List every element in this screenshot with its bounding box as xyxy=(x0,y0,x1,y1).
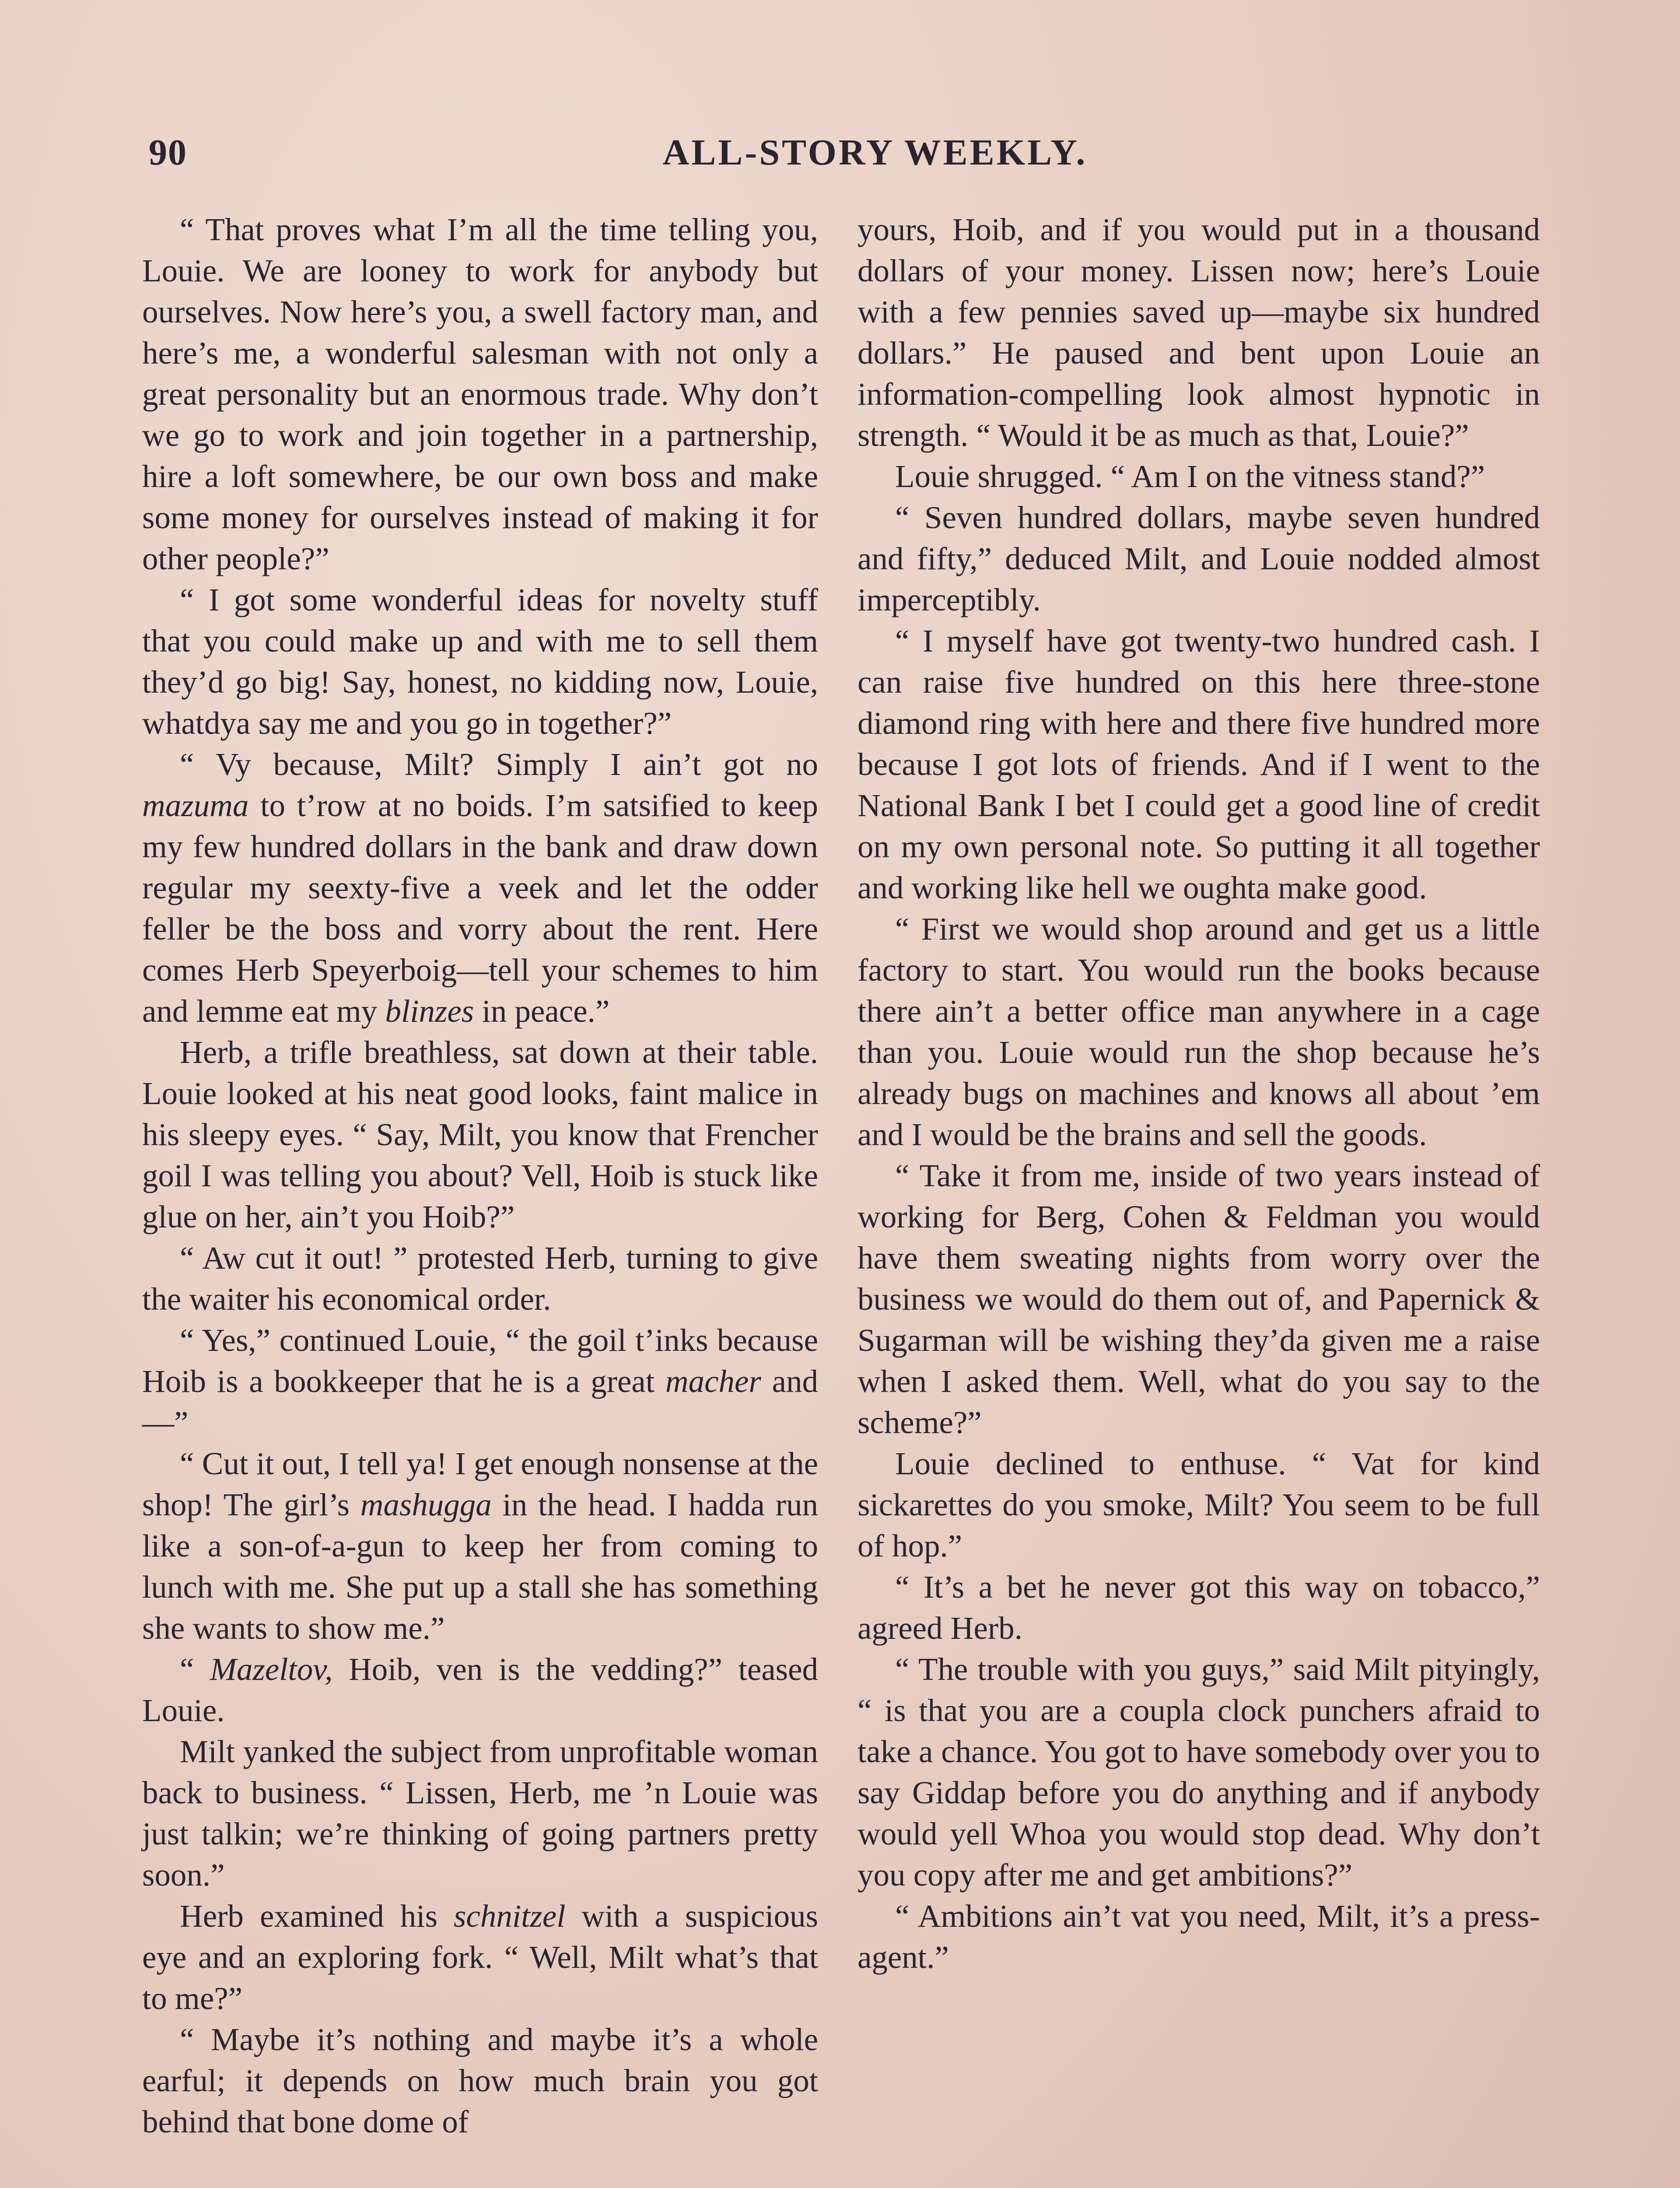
paragraph-text: “ Take it from me, inside of two years instead of working for Berg, Cohen & Feldman you would have them sweating nights from worry over the business we would do them out of, and Papernick & Sugarman will be wishing they’da given me a raise when I asked them. Well, what do you say to the scheme?” xyxy=(858,1158,1540,1440)
italic-term: mazuma xyxy=(142,788,249,823)
right-column xyxy=(858,209,1540,1978)
right-column-paragraph xyxy=(858,621,1540,908)
left-column-paragraph xyxy=(142,1896,818,2019)
paragraph-text: “ Vy because, Milt? Simply I ain’t got no xyxy=(180,747,818,782)
right-column-paragraph xyxy=(858,1155,1540,1443)
paragraph-text: “ It’s a bet he never got this way on tobacco,” agreed Herb. xyxy=(858,1569,1540,1646)
italic-term: schnitzel xyxy=(454,1898,566,1934)
paragraph-text: “ The trouble with you guys,” said Milt pityingly, “ is that you are a coupla clock punchers afraid to take a chance. You got to have somebody over you to say Giddap before you do anything and if anybody would yell Whoa you would stop dead. Why don’t you copy after me and get ambitions?” xyxy=(858,1652,1540,1893)
paragraph-text: with a suspicious eye and an exploring fork. “ Well, Milt what’s that to me?” xyxy=(142,1898,819,2016)
paragraph-text: Herb, a trifle breathless, sat down at their table. Louie looked at his neat good looks, faint malice in his sleepy eyes. “ Say, Milt, you know that Frencher goil I was telling you about? Vell, Hoib is stuck like glue on her, ain’t you Hoib?” xyxy=(142,1034,818,1234)
paragraph-text: in peace.” xyxy=(474,993,610,1029)
left-column-paragraph xyxy=(142,1238,818,1320)
right-column-paragraph xyxy=(858,209,1540,456)
left-column-paragraph xyxy=(142,1649,818,1731)
running-head: ALL-STORY WEEKLY. xyxy=(662,132,1088,173)
paragraph-text: “ That proves what I’m all the time telling you, Louie. We are looney to work for anybody but ourselves. Now here’s you, a swell factory man, and here’s me, a wonderful salesman with not only a great personality but an enormous trade. Why don’t we go to work and join together in a partnership, hire a loft somewhere, be our own boss and make some money for ourselves instead of making it for other people?” xyxy=(142,212,818,576)
italic-term: Mazeltov, xyxy=(210,1652,333,1687)
right-column-paragraph xyxy=(858,908,1540,1155)
right-column-paragraph xyxy=(858,497,1540,621)
left-column-paragraph xyxy=(142,579,818,744)
paragraph-text: Milt yanked the subject from unprofitable woman back to business. “ Lissen, Herb, me ’n Louie was just talkin; we’re thinking of going partners pretty soon.” xyxy=(142,1734,818,1893)
right-column-paragraph xyxy=(858,1567,1540,1649)
paragraph-text: “ Cut it out, I tell ya! I get enough nonsense at the shop! The girl’s xyxy=(142,1446,818,1522)
paragraph-text: “ Yes,” continued Louie, “ the goil t’inks because Hoib is a bookkeeper that he is a great xyxy=(142,1322,818,1399)
paragraph-text: to t’row at no boids. I’m satsified to keep my few hundred dollars in the bank and draw down regular my seexty-five a veek and let the odder feller be the boss and vorry about the rent. Here comes Herb Speyerboig—tell your schemes to him and lemme eat my xyxy=(142,788,818,1029)
left-column-paragraph xyxy=(142,744,818,1032)
left-column-paragraph xyxy=(142,1443,818,1649)
paragraph-text: and—” xyxy=(142,1364,818,1440)
paragraph-text: Herb examined his xyxy=(180,1898,454,1934)
right-column-paragraph xyxy=(858,456,1540,497)
italic-term: mashugga xyxy=(360,1487,492,1522)
paragraph-text: in the head. I hadda run like a son-of-a-gun to keep her from coming to lunch with me. She put up a stall she has something she wants to show me.” xyxy=(142,1487,818,1646)
left-column-paragraph xyxy=(142,1320,818,1443)
paragraph-text: Hoib, ven is the vedding?” teased Louie. xyxy=(142,1652,818,1728)
paragraph-text: “ Maybe it’s nothing and maybe it’s a whole earful; it depends on how much brain you got behind that bone dome of xyxy=(142,2022,818,2139)
right-column-paragraph xyxy=(858,1649,1540,1896)
paragraph-text: “ Aw cut it out! ” protested Herb, turning to give the waiter his economical order. xyxy=(142,1240,818,1317)
left-column-paragraph xyxy=(142,209,818,579)
paragraph-text: yours, Hoib, and if you would put in a thousand dollars of your money. Lissen now; here’s Louie with a few pennies saved up—maybe six hundred dollars.” He paused and bent upon Louie an information-compelling look almost hypnotic in strength. “ Would it be as much as that, Louie?” xyxy=(858,212,1540,453)
left-column-paragraph xyxy=(142,1032,818,1238)
paragraph-text: “ I got some wonderful ideas for novelty stuff that you could make up and with me to sell them they’d go big! Say, honest, no kidding now, Louie, whatdya say me and you go in together?” xyxy=(142,582,818,741)
right-column-paragraph xyxy=(858,1896,1540,1978)
paragraph-text: “ Ambitions ain’t vat you need, Milt, it’s a press-agent.” xyxy=(858,1898,1540,1975)
paragraph-text: Louie declined to enthuse. “ Vat for kind sickarettes do you smoke, Milt? You seem to be full of hop.” xyxy=(858,1446,1540,1564)
italic-term: macher xyxy=(665,1364,761,1399)
left-column xyxy=(142,209,818,2142)
paragraph-text: “ I myself have got twenty-two hundred cash. I can raise five hundred on this here three-stone diamond ring with here and there five hundred more because I got lots of friends. And if I went to the National Bank I bet I could get a good line of credit on my own personal note. So putting it all together and working like hell we oughta make good. xyxy=(858,623,1540,905)
right-column-paragraph xyxy=(858,1443,1540,1567)
left-column-paragraph xyxy=(142,1731,818,1896)
paragraph-text: “ xyxy=(180,1652,210,1687)
left-column-paragraph xyxy=(142,2019,818,2142)
italic-term: blinzes xyxy=(385,993,474,1029)
paragraph-text: “ Seven hundred dollars, maybe seven hundred and fifty,” deduced Milt, and Louie nodded almost imperceptibly. xyxy=(858,500,1540,617)
paragraph-text: Louie shrugged. “ Am I on the vitness stand?” xyxy=(895,459,1485,494)
paragraph-text: “ First we would shop around and get us a little factory to start. You would run the books because there ain’t a better office man anywhere in a cage than you. Louie would run the shop because he’s already bugs on machines and knows all about ’em and I would be the brains and sell the goods. xyxy=(858,911,1540,1152)
page-number: 90 xyxy=(149,132,187,173)
